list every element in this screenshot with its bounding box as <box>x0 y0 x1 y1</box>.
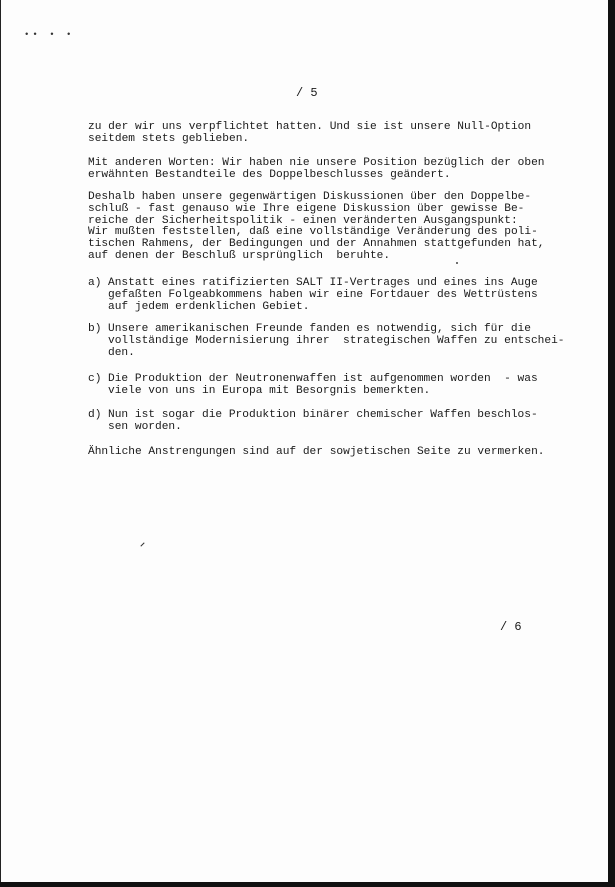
page-number-bottom: / 6 <box>500 620 522 634</box>
list-marker: a) <box>88 277 102 289</box>
paragraph-changed-starting-point: Deshalb haben unsere gegenwärtigen Diskussionen über den Doppelbe- schluß - fast genauso wie Ihre eigene Diskussion über gewisse Be- reiche der Sicherheitspolitik - einen veränderten Ausgangspunkt: Wir mußten feststellen, daß eine vollständige Veränderung des poli- tischen Rahmens, der Bedingungen und der Annahmen stattgefunden hat, auf denen der Beschluß ursprünglich beruhte. <box>88 191 545 262</box>
paragraph-other-words: Mit anderen Worten: Wir haben nie unsere Position bezüglich der oben erwähnten Bestandteile des Doppelbeschlusses geändert. <box>88 157 545 181</box>
list-item-text: Die Produktion der Neutronenwaffen ist aufgenommen worden - was viele von uns in Europa mit Besorgnis bemerkten. <box>108 373 538 397</box>
paragraph-null-option: zu der wir uns verpflichtet hatten. Und sie ist unsere Null-Option seitdem stets geblieben. <box>88 121 532 145</box>
list-marker: c) <box>88 373 102 385</box>
list-marker: b) <box>88 323 102 335</box>
list-item-text: Anstatt eines ratifizierten SALT II-Vertrages und eines ins Auge gefaßten Folgeabkommens haben wir eine Fortdauer des Wettrüstens auf jedem erdenklichen Gebiet. <box>108 277 538 313</box>
scan-edge-bottom <box>0 882 615 887</box>
list-marker: d) <box>88 409 102 421</box>
scan-edge-right <box>608 0 615 887</box>
list-item-text: Unsere amerikanischen Freunde fanden es notwendig, sich für die vollständige Modernisierung ihrer strategischen Waffen zu entschei- den. <box>108 323 565 359</box>
scan-edge-left <box>0 0 1 887</box>
list-item-text: Nun ist sogar die Produktion binärer chemischer Waffen beschlos- sen worden. <box>108 409 538 433</box>
scan-mark <box>140 542 144 546</box>
corner-mark: •• • • <box>24 30 75 40</box>
page-number-top: / 5 <box>296 86 318 100</box>
scan-speck <box>456 262 458 264</box>
paragraph-closing: Ähnliche Anstrengungen sind auf der sowjetischen Seite zu vermerken. <box>88 446 545 458</box>
